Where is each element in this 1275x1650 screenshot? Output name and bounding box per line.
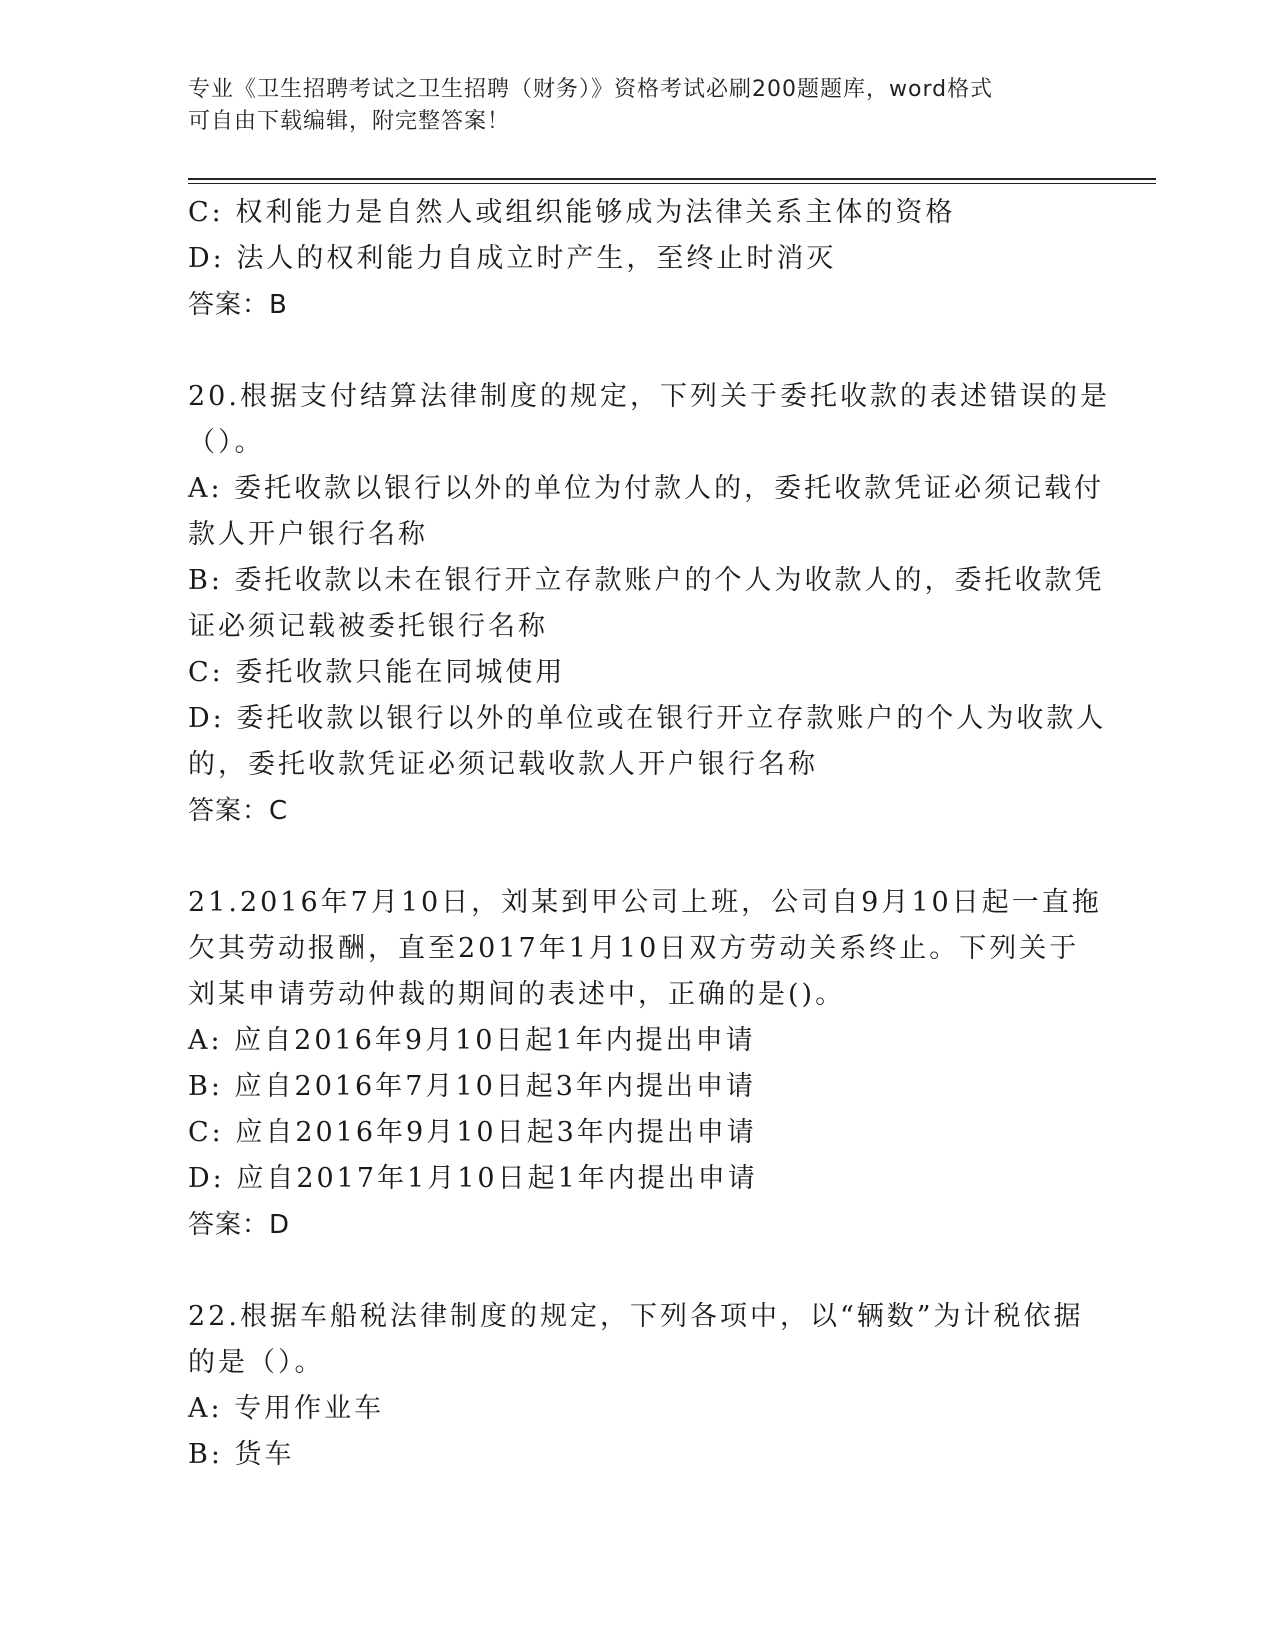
header-divider-thick — [188, 178, 1156, 180]
q19-option-c: C: 权利能力是自然人或组织能够成为法律关系主体的资格 — [188, 197, 956, 228]
q21-stem-line-3: 刘某申请劳动仲裁的期间的表述中，正确的是()。 — [188, 979, 846, 1010]
q21-stem-line-2: 欠其劳动报酬，直至2017年1月10日双方劳动关系终止。下列关于 — [188, 933, 1080, 964]
header-divider-thin — [188, 183, 1156, 184]
q21-option-b: B: 应自2016年7月10日起3年内提出申请 — [188, 1071, 756, 1102]
spacer — [188, 834, 1088, 880]
q20-stem-line-1: 20.根据支付结算法律制度的规定，下列关于委托收款的表述错误的是 — [188, 381, 1110, 412]
q21-option-d: D: 应自2017年1月10日起1年内提出申请 — [188, 1163, 758, 1194]
spacer — [188, 328, 1088, 374]
q22-stem-line-2: 的是（）。 — [188, 1347, 325, 1378]
q20-answer: 答案：C — [188, 796, 289, 826]
header-title-line-2: 可自由下载编辑，附完整答案！ — [188, 109, 511, 134]
q20-stem-line-2: （）。 — [188, 427, 265, 458]
header-title-line-1: 专业《卫生招聘考试之卫生招聘（财务）》资格考试必刷200题题库，word格式 — [188, 77, 994, 102]
q22-option-a: A: 专用作业车 — [188, 1393, 385, 1424]
document-header — [188, 74, 1068, 138]
q22-option-b: B: 货车 — [188, 1439, 295, 1470]
q20-option-b-line-2: 证必须记载被委托银行名称 — [188, 611, 548, 642]
q19-option-d: D: 法人的权利能力自成立时产生，至终止时消灭 — [188, 243, 837, 274]
q21-option-a: A: 应自2016年9月10日起1年内提出申请 — [188, 1025, 756, 1056]
q21-answer: 答案：D — [188, 1210, 291, 1240]
q20-option-b-line-1: B: 委托收款以未在银行开立存款账户的个人为收款人的，委托收款凭 — [188, 565, 1105, 596]
q21-stem-line-1: 21.2016年7月10日，刘某到甲公司上班，公司自9月10日起一直拖 — [188, 887, 1102, 918]
q20-option-a-line-1: A: 委托收款以银行以外的单位为付款人的，委托收款凭证必须记载付 — [188, 473, 1105, 504]
spacer — [188, 1248, 1088, 1294]
q19-answer: 答案：B — [188, 290, 288, 320]
question-content — [188, 190, 1110, 1478]
q20-option-c: C: 委托收款只能在同城使用 — [188, 657, 566, 688]
q20-option-d-line-2: 的，委托收款凭证必须记载收款人开户银行名称 — [188, 749, 818, 780]
q20-option-d-line-1: D: 委托收款以银行以外的单位或在银行开立存款账户的个人为收款人 — [188, 703, 1107, 734]
q20-option-a-line-2: 款人开户银行名称 — [188, 519, 428, 550]
q22-stem-line-1: 22.根据车船税法律制度的规定，下列各项中，以“辆数”为计税依据 — [188, 1301, 1084, 1332]
q21-option-c: C: 应自2016年9月10日起3年内提出申请 — [188, 1117, 757, 1148]
